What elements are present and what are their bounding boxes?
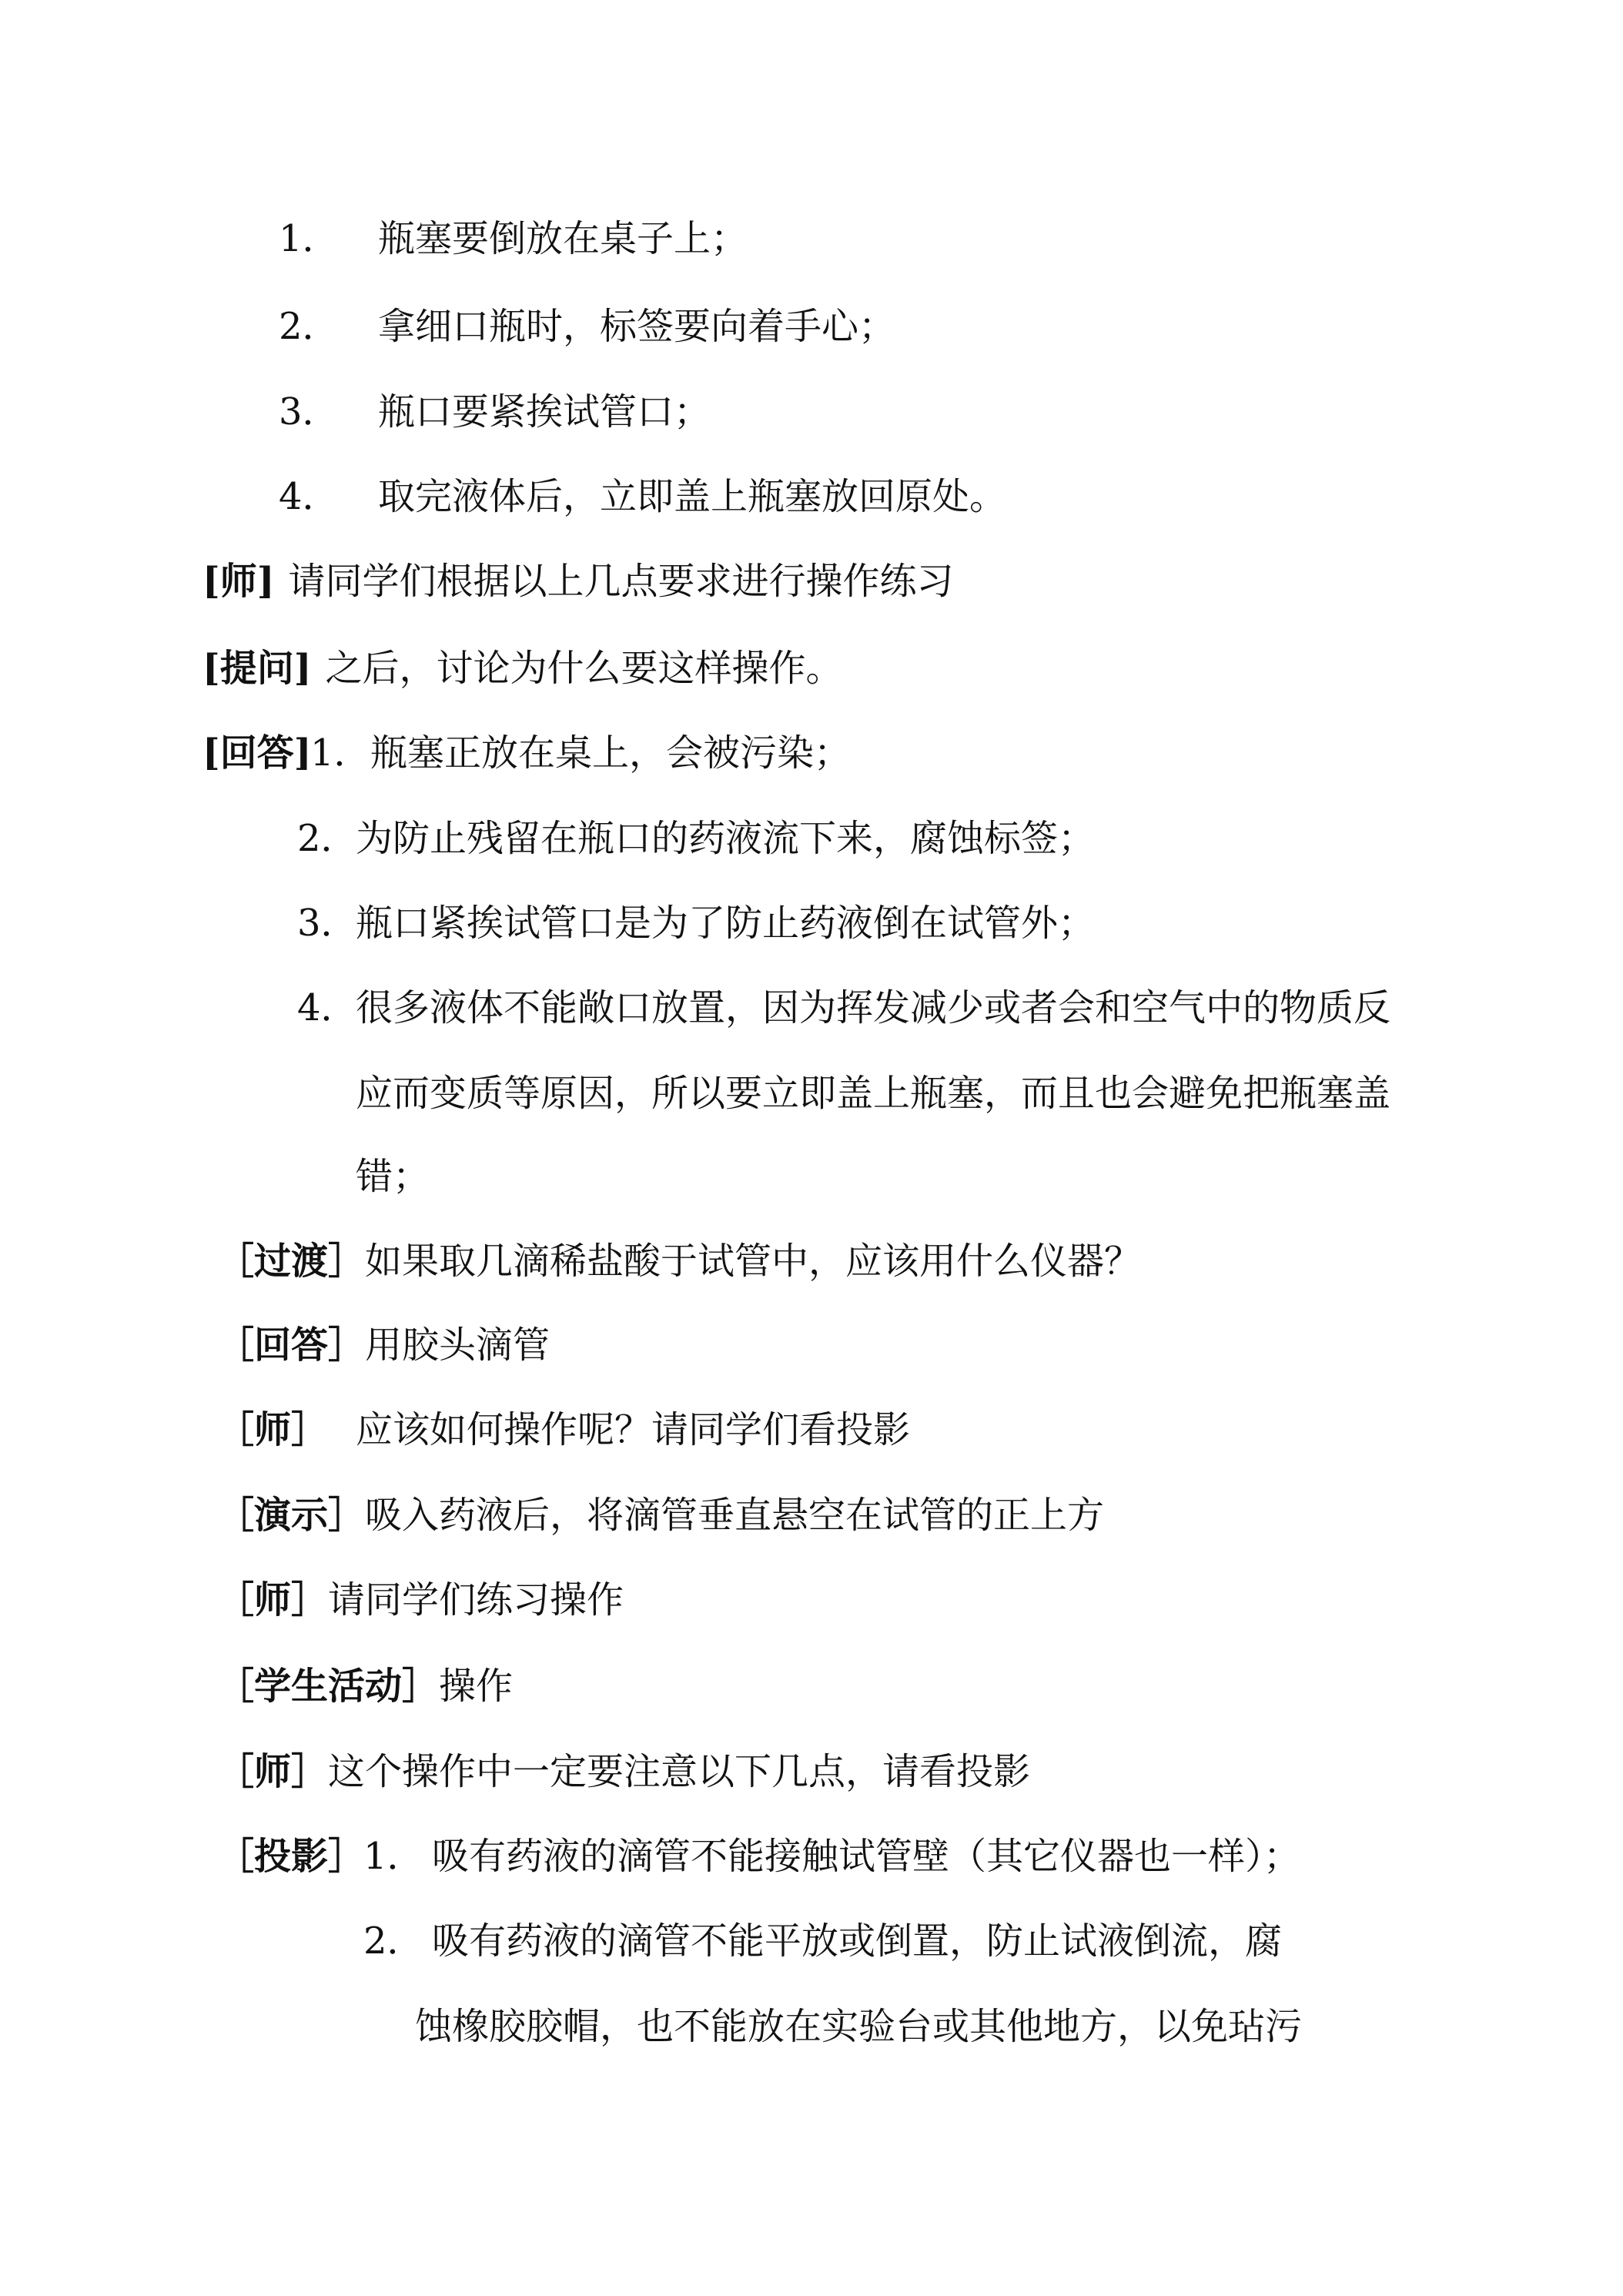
- answer-number: 2．: [297, 817, 358, 860]
- speaker-text: 这个操作中一定要注意以下几点，请看投影: [328, 1750, 1031, 1793]
- speaker-label: ［师］: [217, 1750, 329, 1793]
- speaker-label: ［师］: [217, 1408, 329, 1451]
- speaker-label: [师]: [202, 560, 275, 603]
- speaker-text: 用胶头滴管: [365, 1324, 550, 1367]
- projection-number: 1．: [363, 1835, 424, 1878]
- transition-line: [0, 1238, 1623, 1284]
- speaker-label: ［师］: [217, 1578, 329, 1622]
- teacher-line-1: [0, 558, 1623, 604]
- teacher-line-4: [0, 1749, 1623, 1795]
- speaker-label: ［回答］: [217, 1324, 366, 1367]
- answer-text: 瓶塞正放在桌上，会被污染；: [370, 731, 852, 775]
- rule-item-2: [0, 303, 1623, 350]
- teacher-line-2: [0, 1407, 1623, 1453]
- speaker-text: 吸入药液后，将滴管垂直悬空在试管的正上方: [365, 1494, 1105, 1537]
- projection-item-2: [0, 1918, 1623, 1964]
- rule-text: 瓶塞要倒放在桌子上；: [378, 217, 748, 260]
- question-line: [0, 645, 1623, 691]
- projection-item-2-continued: [0, 2003, 1623, 2050]
- speaker-label: ［投影］: [217, 1835, 366, 1878]
- speaker-text: 操作: [439, 1665, 514, 1708]
- projection-item-1: [0, 1833, 1623, 1879]
- answer-number: 3．: [297, 902, 358, 945]
- speaker-label: ［过渡］: [217, 1240, 366, 1283]
- speaker-label: [提问]: [202, 647, 312, 690]
- speaker-text: 如果取几滴稀盐酸于试管中，应该用什么仪器？: [365, 1240, 1142, 1283]
- projection-text: 吸有药液的滴管不能接触试管壁（其它仪器也一样）；: [432, 1835, 1301, 1878]
- speaker-label: ［学生活动］: [217, 1665, 440, 1708]
- answer-item-4-continued: [0, 1153, 1623, 1200]
- rule-item-1: [0, 216, 1623, 262]
- rule-number: 1．: [279, 217, 340, 260]
- speaker-label: ［演示］: [217, 1494, 366, 1537]
- rule-number: 2．: [279, 305, 340, 348]
- answer-text: 错；: [356, 1155, 430, 1198]
- answer-text: 应而变质等原因，所以要立即盖上瓶塞，而且也会避免把瓶塞盖: [356, 1072, 1391, 1115]
- speaker-text: 应该如何操作呢？请同学们看投影: [356, 1408, 911, 1451]
- speaker-text: 请同学们练习操作: [328, 1578, 624, 1622]
- answer-item-4: [0, 985, 1623, 1031]
- rule-number: 3．: [279, 390, 340, 433]
- speaker-text: 请同学们根据以上几点要求进行操作练习: [288, 560, 954, 603]
- rule-number: 4．: [279, 475, 340, 518]
- answer-item-1: [0, 730, 1623, 776]
- speaker-label: [回答]: [202, 731, 312, 775]
- teacher-line-3: [0, 1577, 1623, 1623]
- rule-text: 取完液体后，立即盖上瓶塞放回原处。: [378, 475, 1007, 518]
- projection-number: 2．: [363, 1919, 424, 1963]
- rule-text: 瓶口要紧挨试管口；: [378, 390, 711, 433]
- answer-text: 很多液体不能敞口放置，因为挥发减少或者会和空气中的物质反: [356, 986, 1391, 1029]
- rule-item-3: [0, 389, 1623, 435]
- speaker-text: 之后，讨论为什么要这样操作。: [325, 647, 843, 690]
- answer-text: 瓶口紧挨试管口是为了防止药液倒在试管外；: [356, 902, 1096, 945]
- answer-item-3: [0, 900, 1623, 946]
- student-activity-line: [0, 1663, 1623, 1709]
- answer-text: 为防止残留在瓶口的药液流下来，腐蚀标签；: [356, 817, 1096, 860]
- rule-item-4: [0, 474, 1623, 520]
- rule-text: 拿细口瓶时，标签要向着手心；: [378, 305, 896, 348]
- answer-item-4-continued: [0, 1070, 1623, 1116]
- projection-text: 吸有药液的滴管不能平放或倒置，防止试液倒流，腐: [432, 1919, 1283, 1963]
- projection-text: 蚀橡胶胶帽，也不能放在实验台或其他地方，以免玷污: [415, 2005, 1303, 2048]
- demo-line: [0, 1492, 1623, 1538]
- answer-line-2: [0, 1322, 1623, 1368]
- answer-number: 4．: [297, 986, 358, 1029]
- answer-item-2: [0, 815, 1623, 862]
- answer-number: 1．: [310, 731, 371, 775]
